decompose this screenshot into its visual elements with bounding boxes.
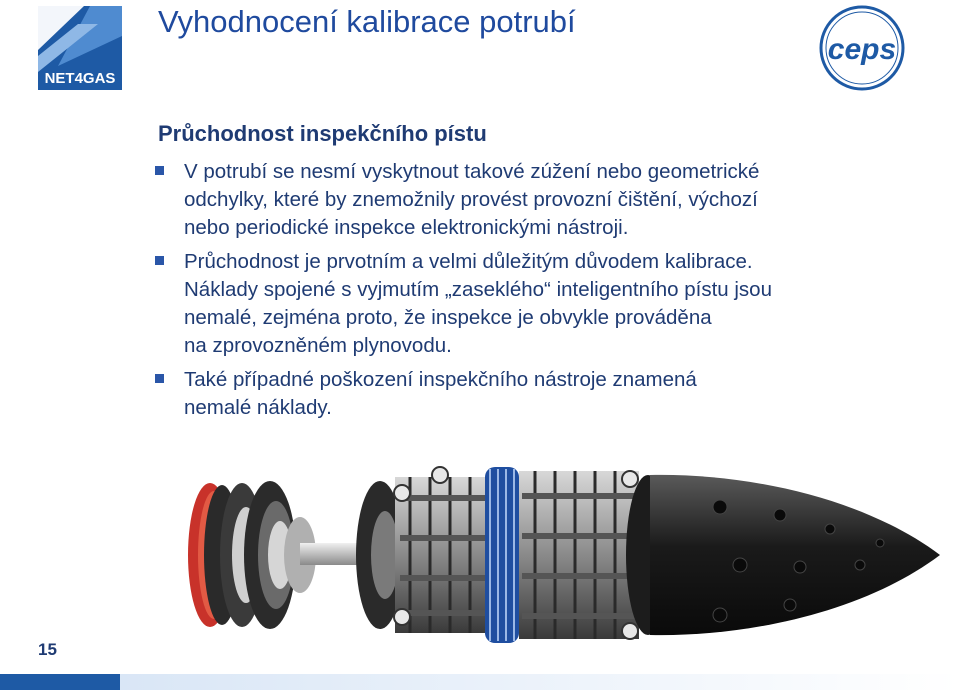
bullet-line: Náklady spojené s vyjmutím „zaseklého“ inteligentního pístu jsou xyxy=(184,278,772,301)
bullet-text xyxy=(184,248,890,360)
net4gas-logo xyxy=(38,6,122,90)
bullet-line: nemalé, zejména proto, že inspekce je obvykle prováděna xyxy=(184,306,712,329)
bullet-line: V potrubí se nesmí vyskytnout takové zúžení nebo geometrické xyxy=(184,160,760,183)
bullet-item xyxy=(150,366,890,422)
nose-cone xyxy=(650,475,940,635)
bullet-line: nebo periodické inspekce elektronickými nástroji. xyxy=(184,216,629,239)
bullet-text xyxy=(184,366,890,422)
footer-bar xyxy=(0,674,960,690)
bullet-text xyxy=(184,158,890,242)
inspection-pig-illustration xyxy=(180,455,945,655)
net4gas-logo-text: NET4GAS xyxy=(44,70,116,87)
page-title: Vyhodnocení kalibrace potrubí xyxy=(158,4,576,39)
bullet-line: na zprovozněném plynovodu. xyxy=(184,334,452,357)
section-subtitle: Průchodnost inspekčního pístu xyxy=(158,121,487,146)
bullet-item xyxy=(150,248,890,360)
sensor-module xyxy=(356,467,639,643)
page-number: 15 xyxy=(38,640,57,659)
ceps-logo xyxy=(818,4,906,92)
bullet-square-icon xyxy=(155,374,164,383)
bullet-line: odchylky, které by znemožnily provést provozní čištění, výchozí xyxy=(184,188,758,211)
bullet-item xyxy=(150,158,890,242)
ceps-logo-text: ceps xyxy=(827,33,897,66)
bullet-line: nemalé náklady. xyxy=(184,396,332,419)
bullet-square-icon xyxy=(155,166,164,175)
bullet-line: Průchodnost je prvotním a velmi důležitým důvodem kalibrace. xyxy=(184,250,753,273)
bullet-list xyxy=(150,158,890,428)
bullet-line: Také případné poškození inspekčního nástroje znamená xyxy=(184,368,697,391)
bullet-square-icon xyxy=(155,256,164,265)
